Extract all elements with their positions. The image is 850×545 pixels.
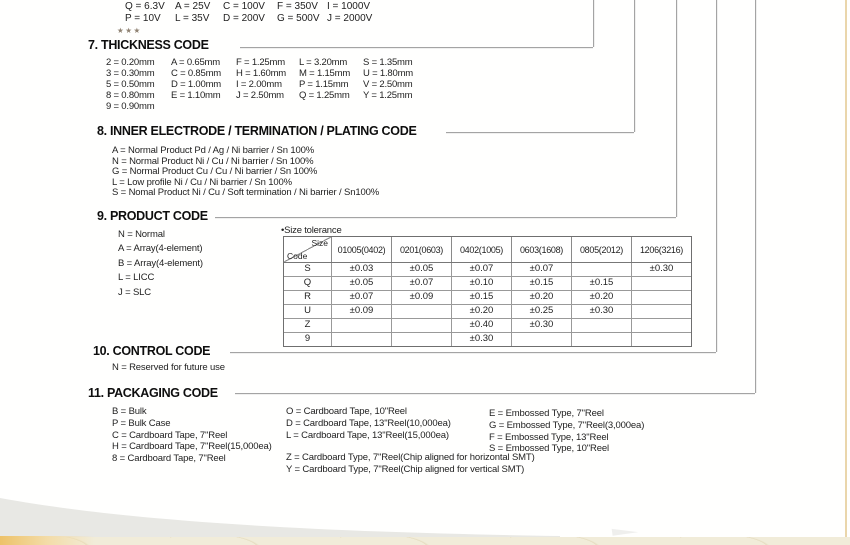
tolerance-table-corner [284, 237, 331, 262]
tolerance-value-cell: ±0.20 [511, 291, 571, 304]
tolerance-value-cell: ±0.15 [511, 277, 571, 290]
tolerance-table-row [284, 304, 691, 318]
size-column-header: 1206(3216) [631, 237, 691, 262]
size-code-cell: S [304, 263, 311, 274]
product-code-item: L = LICC [118, 272, 155, 284]
packaging-col2-smt-list [286, 452, 535, 476]
voltage-code-item: F = 350V [277, 1, 318, 12]
voltage-code-item: I = 1000V [327, 1, 371, 12]
control-code-list [112, 362, 225, 373]
thickness-code-item: I = 2.00mm [236, 79, 282, 90]
thickness-code-item: V = 2.50mm [363, 79, 413, 90]
thickness-code-item: E = 1.10mm [171, 90, 221, 101]
tolerance-value-cell [631, 333, 691, 346]
voltage-code-item: G = 500V [277, 13, 320, 24]
tolerance-value-cell [571, 319, 631, 332]
section-8-connector-line [446, 132, 634, 133]
packaging-code-item: E = Embossed Type, 7"Reel [489, 408, 604, 419]
voltage-code-item: Q = 6.3V [125, 1, 165, 12]
product-code-item: A = Array(4-element) [118, 243, 203, 255]
section-8-connector-line [634, 0, 635, 132]
tolerance-value-cell: ±0.30 [451, 333, 511, 346]
control-code-item: N = Reserved for future use [112, 362, 225, 373]
voltage-code-item: J = 2000V [327, 13, 373, 24]
tolerance-table [283, 236, 692, 347]
size-column-header: 0805(2012) [571, 237, 631, 262]
packaging-col1-list [112, 406, 272, 465]
code-corner-label: Code [287, 251, 308, 261]
thickness-code-item: L = 3.20mm [299, 57, 348, 68]
tolerance-table-row [284, 263, 691, 276]
plating-code-item: A = Normal Product Pd / Ag / Ni barrier / Sn 100% [112, 145, 315, 156]
tolerance-table-header [284, 237, 691, 263]
thickness-code-item: D = 1.00mm [171, 79, 222, 90]
thickness-code-item: M = 1.15mm [299, 68, 351, 79]
section-9-connector-line [215, 217, 676, 218]
size-code-cell: Q [303, 277, 312, 288]
tolerance-value-cell: ±0.20 [571, 291, 631, 304]
size-corner-label: Size [311, 238, 328, 248]
packaging-code-item: H = Cardboard Tape, 7"Reel(15,000ea) [112, 441, 272, 453]
plating-code-item: S = Nomal Product Ni / Cu / Soft termination / Ni barrier / Sn100% [112, 187, 380, 199]
section-11-connector-line [755, 0, 756, 393]
plating-code-list [112, 146, 379, 199]
packaging-code-item: O = Cardboard Tape, 10"Reel [286, 406, 407, 417]
tolerance-table-row [284, 318, 691, 332]
thickness-code-item: 9 = 0.90mm [106, 101, 155, 112]
packaging-code-item: Z = Cardboard Type, 7"Reel(Chip aligned for horizontal SMT) [286, 452, 535, 463]
page-edge-gold-line [845, 0, 847, 537]
packaging-col2-list [286, 406, 451, 441]
section-10-connector-line [716, 0, 717, 352]
section-7-heading: 7. THICKNESS CODE [88, 38, 209, 52]
thickness-code-item: C = 0.85mm [171, 68, 222, 79]
section-7-connector-line [593, 0, 594, 47]
tolerance-table-row [284, 276, 691, 290]
thickness-code-item: 8 = 0.80mm [106, 90, 155, 101]
packaging-code-item: P = Bulk Case [112, 417, 171, 429]
product-code-item: B = Array(4-element) [118, 257, 203, 269]
tolerance-value-cell [571, 263, 631, 276]
tolerance-value-cell: ±0.05 [391, 263, 451, 276]
section-9-connector-line [676, 0, 677, 217]
voltage-code-item: P = 10V [125, 13, 161, 24]
voltage-code-item: L = 35V [175, 13, 210, 24]
tolerance-value-cell [631, 291, 691, 304]
footer-gold-gradient [0, 536, 95, 545]
tolerance-value-cell [631, 277, 691, 290]
size-column-header: 0603(1608) [511, 237, 571, 262]
tolerance-value-cell: ±0.05 [331, 277, 391, 290]
packaging-code-item: G = Embossed Type, 7"Reel(3,000ea) [489, 419, 645, 431]
tolerance-value-cell: ±0.15 [451, 291, 511, 304]
packaging-code-item: L = Cardboard Tape, 13"Reel(15,000ea) [286, 429, 449, 441]
section-11-connector-line [235, 393, 755, 394]
tolerance-value-cell [631, 305, 691, 318]
packaging-code-item: D = Cardboard Tape, 13"Reel(10,000ea) [286, 417, 451, 429]
thickness-code-item: 2 = 0.20mm [106, 57, 155, 68]
thickness-code-item: Q = 1.25mm [299, 90, 350, 101]
product-code-item: J = SLC [118, 286, 152, 298]
packaging-code-item: Y = Cardboard Type, 7"Reel(Chip aligned for vertical SMT) [286, 463, 525, 475]
packaging-code-item: B = Bulk [112, 406, 147, 417]
tolerance-value-cell: ±0.10 [451, 277, 511, 290]
tolerance-table-columns [331, 237, 691, 262]
size-column-header: 01005(0402) [331, 237, 391, 262]
tolerance-value-cell: ±0.30 [571, 305, 631, 318]
product-code-list [118, 228, 203, 300]
packaging-code-item: S = Embossed Type, 10"Reel [489, 443, 609, 455]
tolerance-value-cell: ±0.20 [451, 305, 511, 318]
thickness-code-item: J = 2.50mm [236, 90, 284, 101]
thickness-code-item: 3 = 0.30mm [106, 68, 155, 79]
thickness-code-list [106, 57, 413, 112]
tolerance-value-cell: ±0.09 [391, 291, 451, 304]
section-8-heading: 8. INNER ELECTRODE / TERMINATION / PLATING CODE [97, 124, 417, 138]
footnote-stars: ★★★ [117, 26, 142, 35]
tolerance-table-row [284, 332, 691, 346]
voltage-code-item: C = 100V [223, 1, 265, 12]
plating-code-item: N = Normal Product Ni / Cu / Ni barrier / Sn 100% [112, 155, 314, 167]
voltage-code-item: A = 25V [175, 1, 211, 12]
thickness-code-item: H = 1.60mm [236, 68, 287, 79]
tolerance-value-cell [391, 319, 451, 332]
packaging-code-item: 8 = Cardboard Tape, 7"Reel [112, 453, 226, 465]
size-code-cell: Z [304, 319, 311, 330]
product-code-item: N = Normal [118, 229, 165, 240]
voltage-code-list [125, 1, 372, 25]
size-column-header: 0201(0603) [391, 237, 451, 262]
section-9-heading: 9. PRODUCT CODE [97, 209, 208, 223]
tolerance-value-cell: ±0.09 [331, 305, 391, 318]
tolerance-value-cell [391, 305, 451, 318]
packaging-code-item: F = Embossed Type, 13"Reel [489, 431, 609, 443]
thickness-code-item: Y = 1.25mm [363, 90, 413, 101]
section-7-connector-line [240, 47, 593, 48]
tolerance-value-cell [331, 333, 391, 346]
tolerance-value-cell: ±0.03 [331, 263, 391, 276]
tolerance-value-cell: ±0.07 [331, 291, 391, 304]
thickness-code-item: A = 0.65mm [171, 57, 220, 68]
tolerance-value-cell [511, 333, 571, 346]
size-code-cell: R [304, 291, 311, 302]
size-code-cell: U [304, 305, 311, 316]
tolerance-value-cell [331, 319, 391, 332]
size-code-cell: 9 [304, 333, 311, 344]
plating-code-item: G = Normal Product Cu / Cu / Ni barrier / Sn 100% [112, 166, 318, 178]
tolerance-value-cell: ±0.07 [391, 277, 451, 290]
page-curl-decoration [612, 525, 639, 536]
tolerance-value-cell: ±0.25 [511, 305, 571, 318]
section-10-heading: 10. CONTROL CODE [93, 344, 211, 358]
bottom-swoosh [0, 490, 560, 537]
thickness-code-item: P = 1.15mm [299, 79, 349, 90]
packaging-code-item: C = Cardboard Tape, 7"Reel [112, 429, 228, 441]
thickness-code-item: F = 1.25mm [236, 57, 285, 68]
thickness-code-item: S = 1.35mm [363, 57, 413, 68]
thickness-code-item: 5 = 0.50mm [106, 79, 155, 90]
voltage-code-item: D = 200V [223, 13, 265, 24]
tolerance-table-row [284, 290, 691, 304]
tolerance-value-cell: ±0.07 [511, 263, 571, 276]
plating-code-item: L = Low profile Ni / Cu / Ni barrier / Sn 100% [112, 176, 292, 188]
tolerance-value-cell: ±0.15 [571, 277, 631, 290]
tolerance-value-cell: ±0.30 [511, 319, 571, 332]
section-11-heading: 11. PACKAGING CODE [88, 386, 218, 400]
footer-band [0, 537, 850, 545]
tolerance-value-cell: ±0.30 [631, 263, 691, 276]
tolerance-table-body [284, 263, 691, 346]
packaging-col3-list [489, 408, 644, 455]
thickness-code-item: U = 1.80mm [363, 68, 414, 79]
tolerance-value-cell [391, 333, 451, 346]
size-tolerance-label: •Size tolerance [281, 225, 342, 236]
tolerance-value-cell: ±0.07 [451, 263, 511, 276]
size-column-header: 0402(1005) [451, 237, 511, 262]
tolerance-value-cell [631, 319, 691, 332]
section-10-connector-line [230, 352, 716, 353]
tolerance-value-cell: ±0.40 [451, 319, 511, 332]
tolerance-value-cell [571, 333, 631, 346]
